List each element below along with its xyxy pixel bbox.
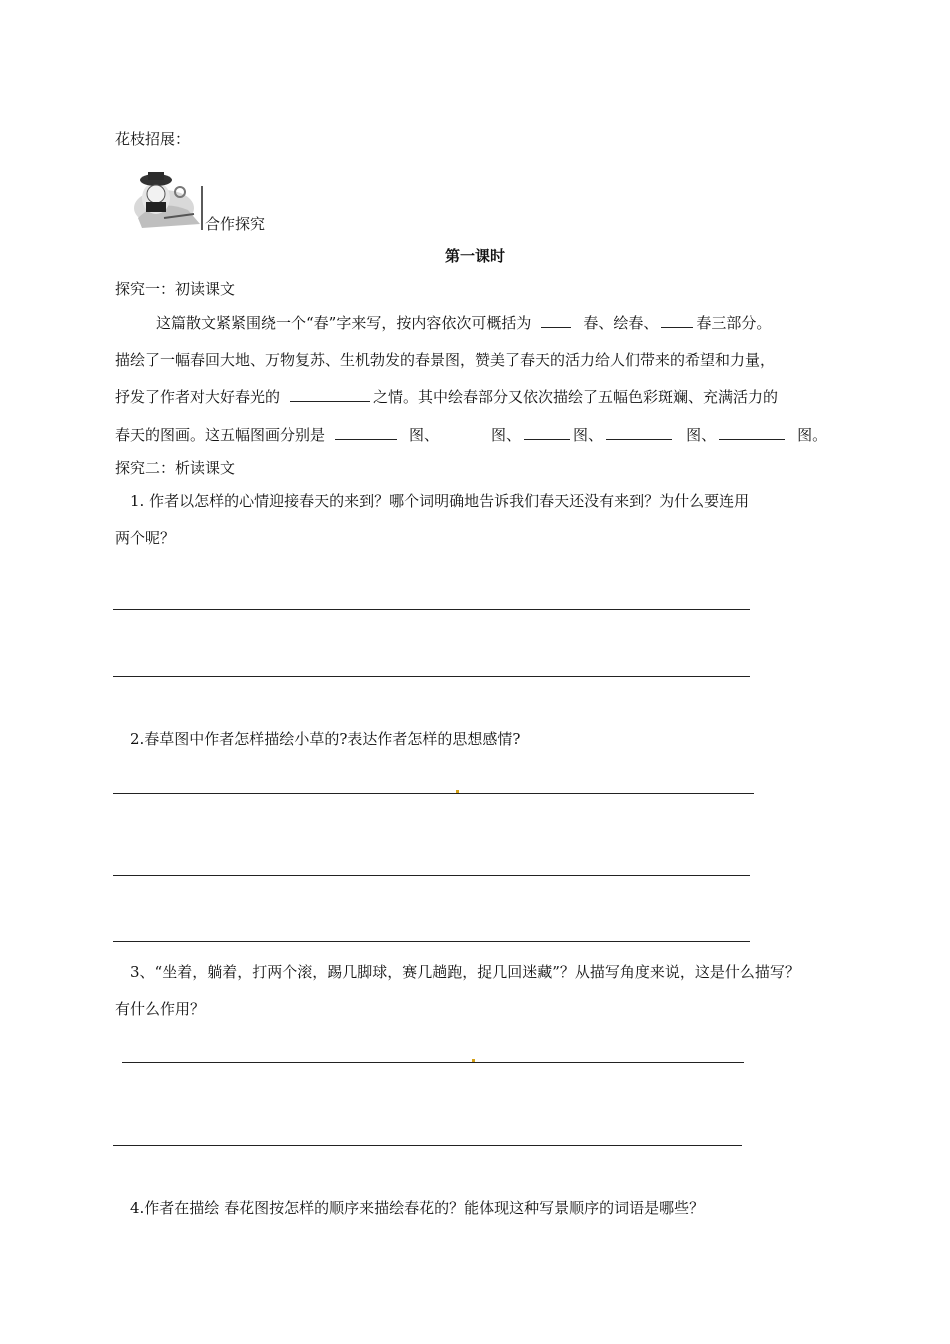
question-1-line1: 1. 作者以怎样的心情迎接春天的来到？哪个词明确地告诉我们春天还没有来到？为什么要连用 — [130, 492, 750, 510]
answer-line-q1-a[interactable] — [113, 609, 750, 610]
answer-line-q3-a[interactable] — [122, 1062, 744, 1063]
text-segment: 抒发了作者对大好春光的 — [115, 388, 281, 406]
blank-summary-3[interactable] — [661, 313, 693, 328]
blank-picture-5[interactable] — [719, 425, 785, 440]
blank-picture-3[interactable] — [524, 425, 570, 440]
text-segment: 春、绘春、 — [583, 314, 659, 332]
text-segment: 图。 — [797, 426, 828, 444]
flower-label: 花枝招展： — [115, 130, 191, 148]
question-4: 4.作者在描绘 春花图按怎样的顺序来描绘春花的？能体现这种写景顺序的词语是哪些？ — [130, 1199, 705, 1217]
answer-line-q2-c[interactable] — [113, 941, 750, 942]
answer-line-q3-b[interactable] — [113, 1145, 742, 1146]
coop-label: 合作探究 — [205, 215, 266, 233]
text-segment: 图、 — [491, 426, 522, 444]
text-segment: 之情。其中绘春部分又依次描绘了五幅色彩斑斓、充满活力的 — [373, 388, 779, 406]
explore1-title: 探究一：初读课文 — [115, 280, 236, 298]
question-3-line1: 3、“坐着，躺着，打两个滚，踢几脚球，赛几趟跑，捉几回迷藏”？从描写角度来说，这是什么描写？ — [130, 963, 800, 981]
lesson-title: 第一课时 — [444, 247, 505, 265]
question-3-line2: 有什么作用？ — [115, 1000, 206, 1018]
blank-picture-1[interactable] — [335, 425, 397, 440]
text-segment: 春三部分。 — [696, 314, 772, 332]
text-segment: 图、 — [409, 426, 440, 444]
text-segment: 图、 — [686, 426, 717, 444]
blank-emotion[interactable] — [290, 387, 370, 402]
blank-summary-1[interactable] — [541, 313, 571, 328]
explore1-para-line1 — [156, 312, 771, 333]
answer-line-q2-b[interactable] — [113, 875, 750, 876]
answer-line-q2-a[interactable] — [113, 793, 754, 794]
question-1-line2: 两个呢？ — [115, 529, 176, 547]
cooperation-logo — [128, 158, 206, 232]
answer-line-q1-b[interactable] — [113, 676, 750, 677]
speck-mark — [456, 790, 459, 793]
blank-picture-4[interactable] — [606, 425, 672, 440]
explore1-para-line4 — [115, 424, 827, 445]
explore1-para-line3 — [115, 386, 778, 407]
text-segment: 春天的图画。这五幅图画分别是 — [115, 426, 326, 444]
figure-reading-icon — [128, 158, 206, 232]
speck-mark — [472, 1059, 475, 1062]
explore1-para-line2: 描绘了一幅春回大地、万物复苏、生机勃发的春景图，赞美了春天的活力给人们带来的希望和力量， — [115, 351, 776, 369]
text-segment: 这篇散文紧紧围绕一个“春”字来写，按内容依次可概括为 — [156, 314, 532, 332]
question-2: 2.春草图中作者怎样描绘小草的?表达作者怎样的思想感情? — [130, 730, 521, 748]
explore2-title: 探究二：析读课文 — [115, 459, 236, 477]
text-segment: 图、 — [573, 426, 604, 444]
